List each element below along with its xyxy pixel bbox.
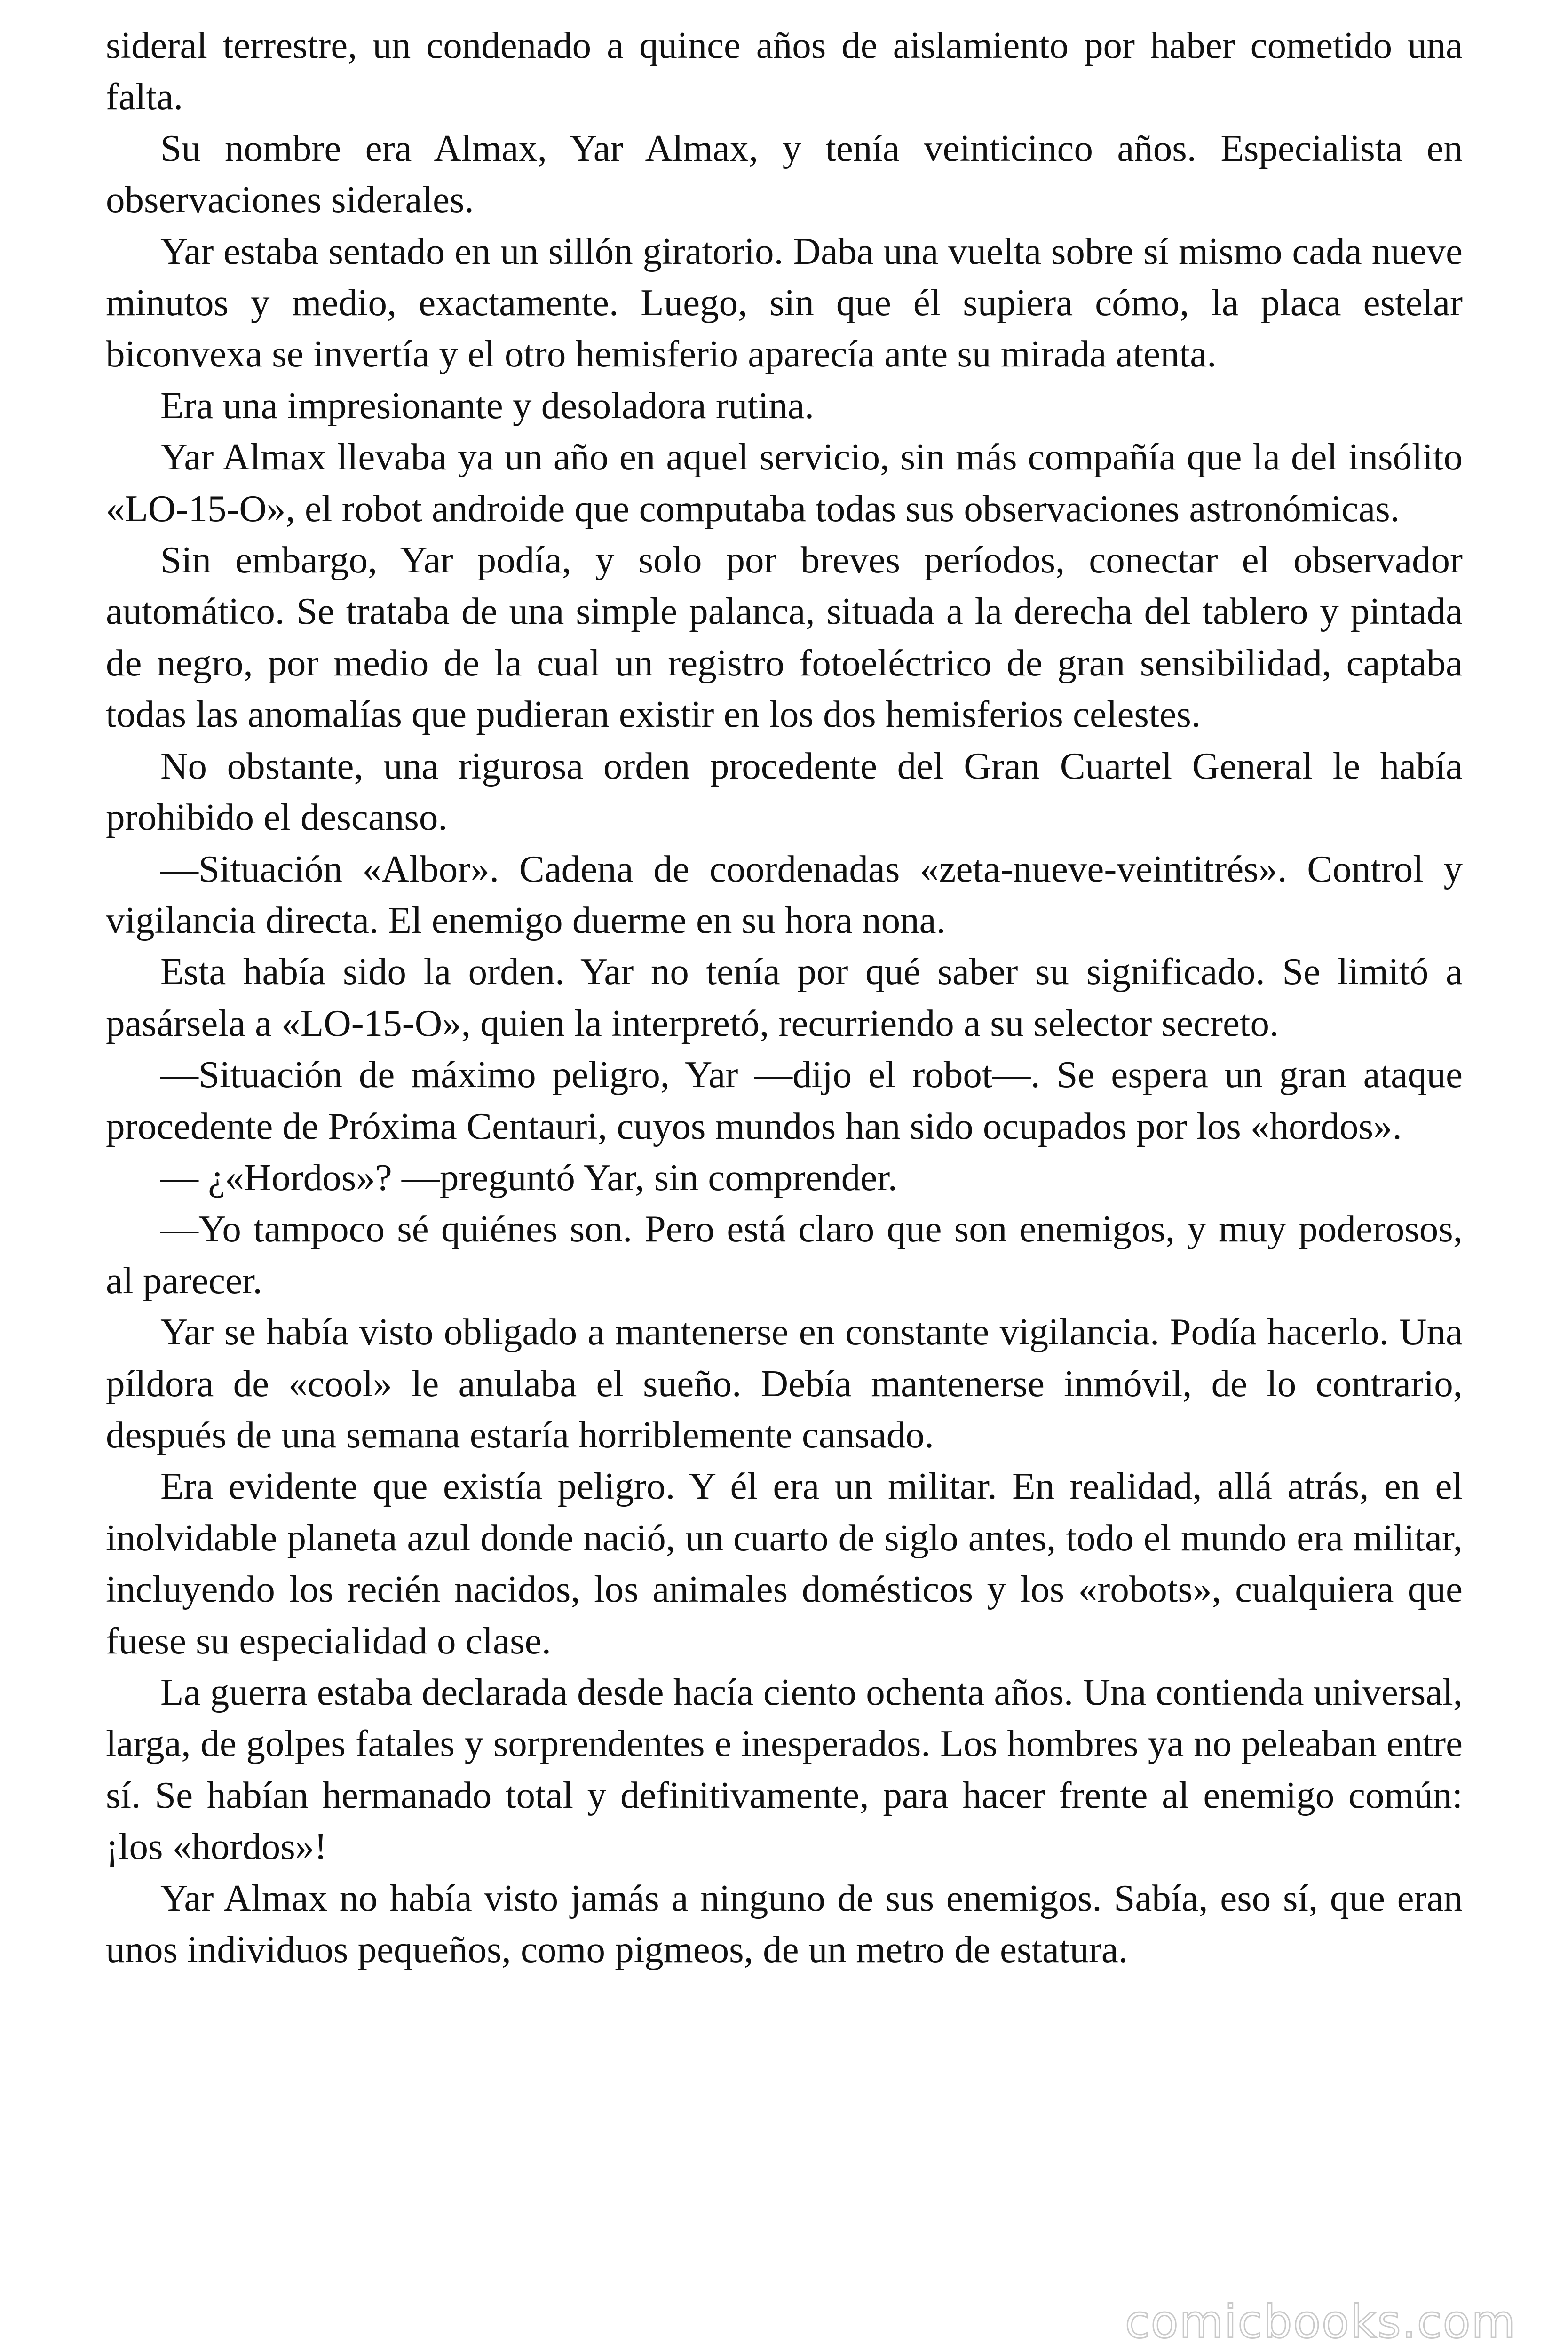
watermark-logo: comicbooks.com — [1125, 2296, 1516, 2348]
paragraph: —Situación «Albor». Cadena de coordenadas «zeta-nueve-veintitrés». Control y vigilancia directa. El enemigo duerme en su hora nona. — [106, 847, 1463, 941]
paragraph: Sin embargo, Yar podía, y solo por breves períodos, conectar el observador automático. Se trataba de una simple palanca, situada a la derecha del tablero y pintada de negro, por medio de la cual un registro fotoeléctrico de gran sensibilidad, captaba todas las anomalías que pudieran existir en los dos hemisferios celestes. — [106, 539, 1463, 736]
paragraph: —Situación de máximo peligro, Yar —dijo el robot—. Se espera un gran ataque procedente de Próxima Centauri, cuyos mundos han sido ocupados por los «hordos». — [106, 1053, 1463, 1147]
paragraph: Era una impresionante y desoladora rutina. — [160, 384, 815, 427]
paragraph: sideral terrestre, un condenado a quince años de aislamiento por haber cometido una falta. — [106, 24, 1463, 118]
paragraph: —Yo tampoco sé quiénes son. Pero está claro que son enemigos, y muy poderosos, al parecer. — [106, 1208, 1463, 1302]
paragraph: Yar estaba sentado en un sillón giratorio. Daba una vuelta sobre sí mismo cada nueve minutos y medio, exactamente. Luego, sin que él supiera cómo, la placa estelar biconvexa se invertía y el otro hemisferio aparecía ante su mirada atenta. — [106, 230, 1463, 375]
paragraph: Era evidente que existía peligro. Y él era un militar. En realidad, allá atrás, en el inolvidable planeta azul donde nació, un cuarto de siglo antes, todo el mundo era militar, incluyendo los recién nacidos, los animales domésticos y los «robots», cualquiera que fuese su especialidad o clase. — [106, 1465, 1463, 1662]
paragraph: Esta había sido la orden. Yar no tenía por qué saber su significado. Se limitó a pasársela a «LO-15-O», quien la interpretó, recurriendo a su selector secreto. — [106, 950, 1463, 1044]
paragraph: Yar Almax llevaba ya un año en aquel servicio, sin más compañía que la del insólito «LO-15-O», el robot androide que computaba todas sus observaciones astronómicas. — [106, 436, 1463, 530]
paragraph: Yar Almax no había visto jamás a ninguno de sus enemigos. Sabía, eso sí, que eran unos individuos pequeños, como pigmeos, de un metro de estatura. — [106, 1876, 1463, 1971]
paragraph: — ¿«Hordos»? —preguntó Yar, sin comprender. — [160, 1156, 898, 1199]
paragraph: Su nombre era Almax, Yar Almax, y tenía veinticinco años. Especialista en observaciones siderales. — [106, 127, 1463, 221]
book-page — [106, 20, 1463, 1975]
paragraph: No obstante, una rigurosa orden procedente del Gran Cuartel General le había prohibido el descanso. — [106, 744, 1463, 839]
paragraph: La guerra estaba declarada desde hacía ciento ochenta años. Una contienda universal, larga, de golpes fatales y sorprendentes e inesperados. Los hombres ya no peleaban entre sí. Se habían hermanado total y definitivamente, para hacer frente al enemigo común: ¡los «hordos»! — [106, 1671, 1463, 1868]
paragraph: Yar se había visto obligado a mantenerse en constante vigilancia. Podía hacerlo. Una píldora de «cool» le anulaba el sueño. Debía mantenerse inmóvil, de lo contrario, después de una semana estaría horriblemente cansado. — [106, 1311, 1463, 1456]
